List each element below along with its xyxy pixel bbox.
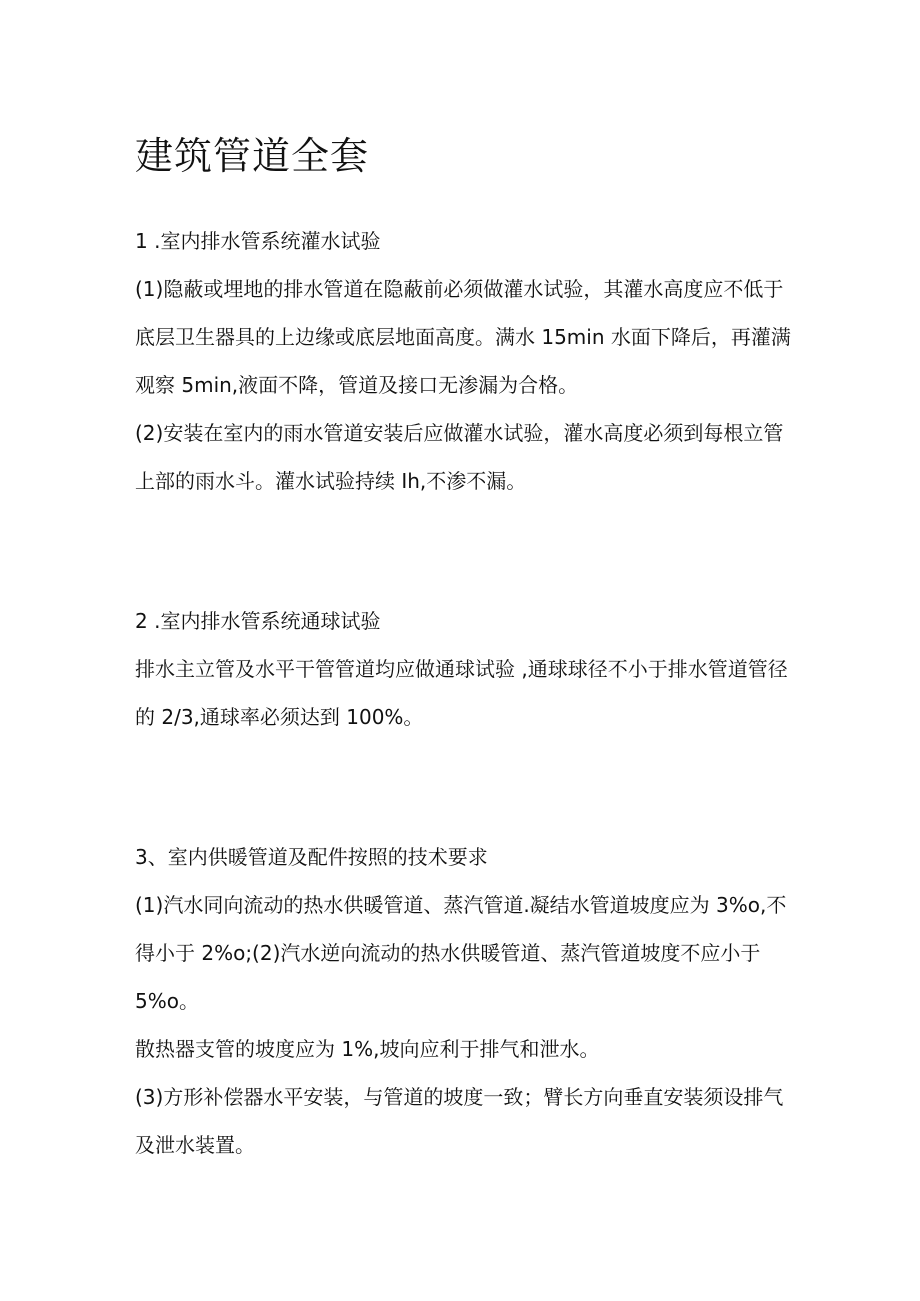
section-3-line-6: 及泄水装置。 (135, 1133, 255, 1157)
section-3-line-1: (1)汽水同向流动的热水供暖管道、蒸汽管道.凝结水管道坡度应为 3%o,不 (135, 893, 787, 917)
section-1-line-1: (1)隐蔽或埋地的排水管道在隐蔽前必须做灌水试验，其灌水高度应不低于 (135, 277, 784, 301)
section-1-line-5: 上部的雨水斗。灌水试验持续 Ih,不渗不漏。 (135, 469, 527, 493)
section-3-line-2: 得小于 2%o;(2)汽水逆向流动的热水供暖管道、蒸汽管道坡度不应小于 (135, 941, 761, 965)
section-1-line-3: 观察 5min,液面不降，管道及接口无渗漏为合格。 (135, 373, 579, 397)
section-3-line-5: (3)方形补偿器水平安装，与管道的坡度一致；臂长方向垂直安装须设排气 (135, 1085, 784, 1109)
section-3-heading: 3、室内供暖管道及配件按照的技术要求 (135, 845, 488, 869)
section-2-line-1: 排水主立管及水平干管管道均应做通球试验 ,通球球径不小于排水管道管径 (135, 657, 788, 681)
section-3-line-4: 散热器支管的坡度应为 1%,坡向应利于排气和泄水。 (135, 1037, 600, 1061)
section-3-line-3: 5%o。 (135, 989, 199, 1013)
section-1-line-4: (2)安装在室内的雨水管道安装后应做灌水试验，灌水高度必须到每根立管 (135, 421, 784, 445)
document-title: 建筑管道全套 (135, 134, 370, 178)
section-2-heading: 2 .室内排水管系统通球试验 (135, 609, 381, 633)
section-1-line-2: 底层卫生器具的上边缘或底层地面高度。满水 15min 水面下降后，再灌满 (135, 325, 791, 349)
section-2-line-2: 的 2/3,通球率必须达到 100%。 (135, 705, 424, 729)
section-1-heading: 1 .室内排水管系统灌水试验 (135, 229, 381, 253)
